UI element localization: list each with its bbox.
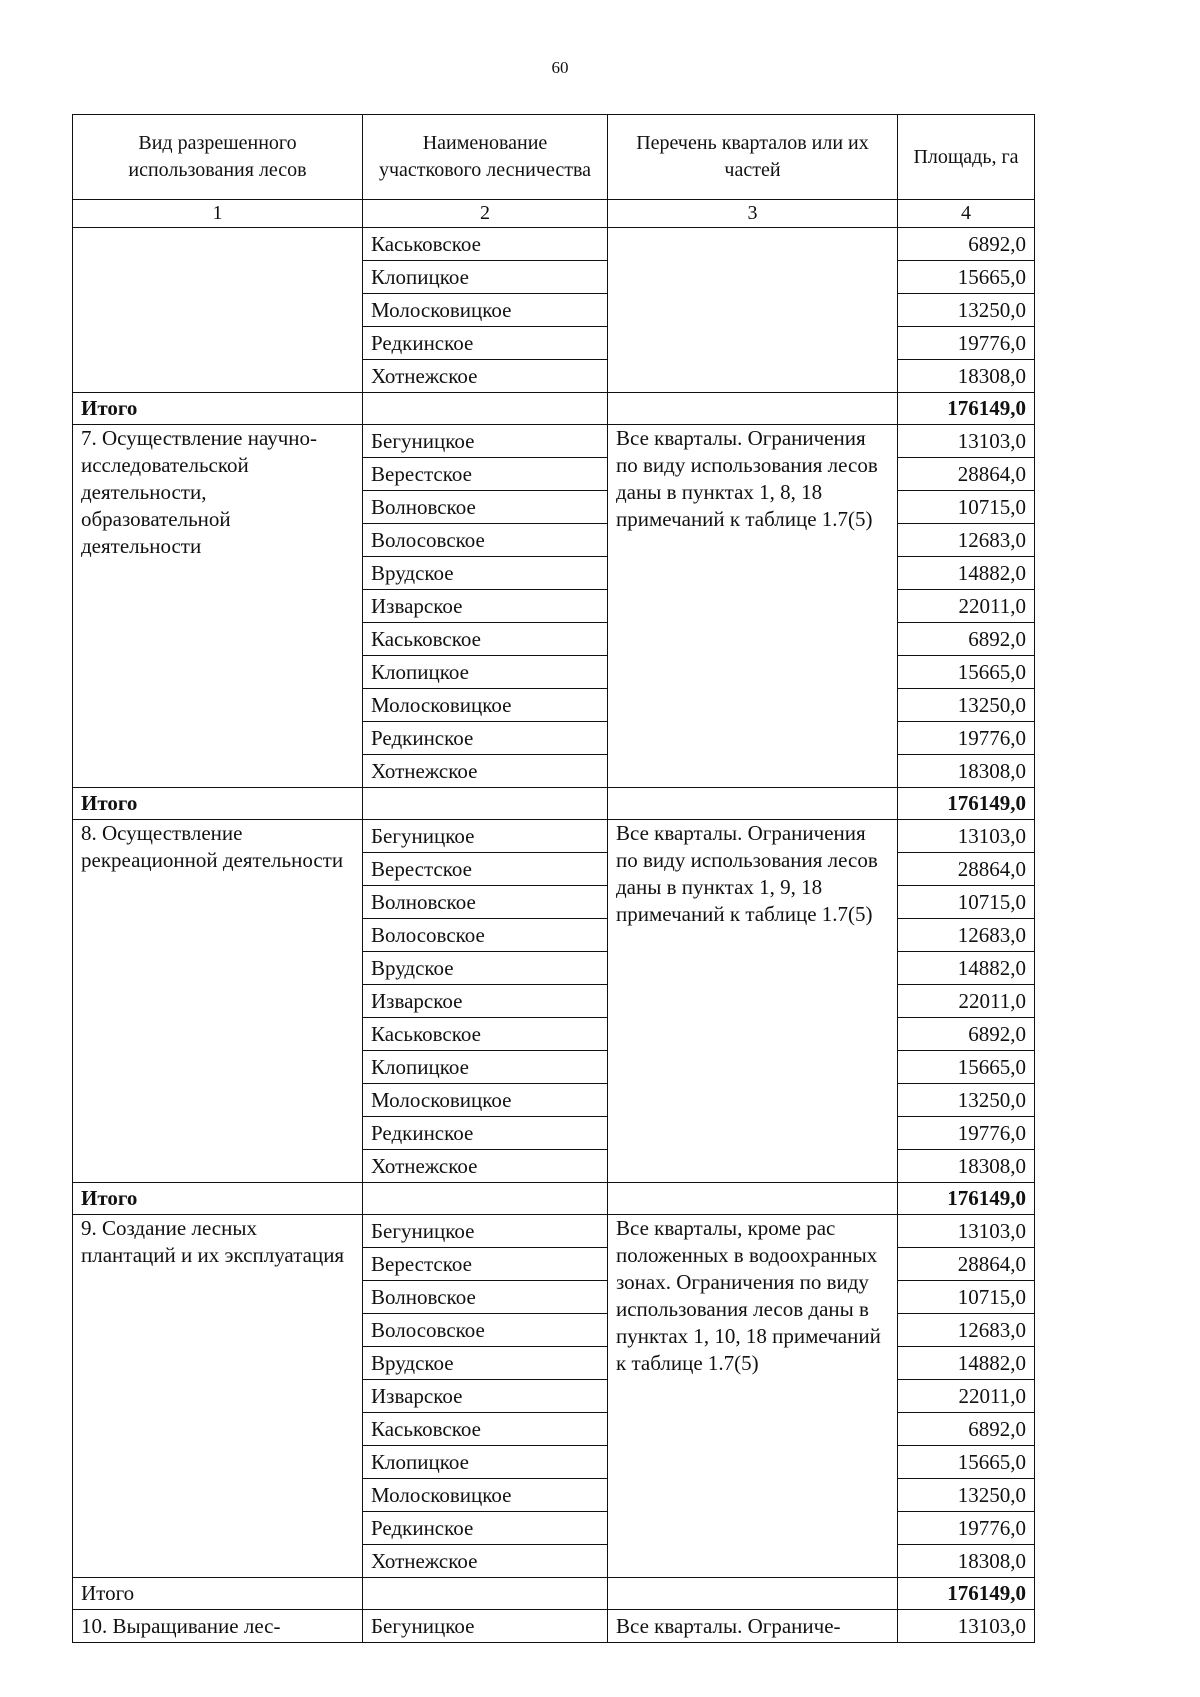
district-name: Клопицкое [363, 1446, 608, 1479]
district-name: Бегуницкое [363, 1215, 608, 1248]
district-name: Клопицкое [363, 656, 608, 689]
table-header-row [73, 115, 1035, 200]
area-value: 18308,0 [898, 755, 1035, 788]
area-value: 13103,0 [898, 425, 1035, 458]
district-name: Верестское [363, 853, 608, 886]
area-value: 15665,0 [898, 261, 1035, 294]
area-value: 18308,0 [898, 1150, 1035, 1183]
total-row [73, 788, 1035, 820]
area-value: 12683,0 [898, 524, 1035, 557]
district-name: Бегуницкое [363, 1610, 608, 1643]
district-name: Редкинское [363, 1512, 608, 1545]
header-use-type: Вид разрешенного использования лесов [73, 115, 363, 200]
area-value: 13250,0 [898, 1479, 1035, 1512]
use-type-label: 7. Осуществление научно-исследовательской деятельности, образовательной деятельности [73, 425, 363, 788]
total-row [73, 393, 1035, 425]
area-value: 18308,0 [898, 1545, 1035, 1578]
empty-cell [363, 1578, 608, 1610]
column-number: 1 [73, 200, 363, 228]
district-name: Волосовское [363, 524, 608, 557]
quarters-note: Все кварталы. Ограниче- [608, 1610, 898, 1643]
district-name: Верестское [363, 1248, 608, 1281]
district-name: Молосковицкое [363, 294, 608, 327]
area-value: 14882,0 [898, 952, 1035, 985]
empty-cell [608, 393, 898, 425]
district-name: Врудское [363, 1347, 608, 1380]
district-name: Хотнежское [363, 1150, 608, 1183]
quarters-note: Все кварталы. Ограничения по виду использования лесов даны в пунктах 1, 9, 18 примечаний к таблице 1.7(5) [608, 820, 898, 1183]
area-value: 13103,0 [898, 1215, 1035, 1248]
district-name: Каськовское [363, 623, 608, 656]
column-number: 4 [898, 200, 1035, 228]
area-value: 28864,0 [898, 1248, 1035, 1281]
area-value: 6892,0 [898, 228, 1035, 261]
area-value: 19776,0 [898, 1512, 1035, 1545]
district-name: Клопицкое [363, 261, 608, 294]
district-name: Клопицкое [363, 1051, 608, 1084]
total-area: 176149,0 [898, 1183, 1035, 1215]
empty-cell [363, 393, 608, 425]
district-name: Хотнежское [363, 755, 608, 788]
area-value: 10715,0 [898, 886, 1035, 919]
total-area: 176149,0 [898, 1578, 1035, 1610]
forest-use-table [72, 114, 1035, 1643]
page-number: 60 [551, 58, 569, 77]
table-row [73, 820, 1035, 853]
district-name: Бегуницкое [363, 425, 608, 458]
quarters-note [608, 228, 898, 393]
total-label: Итого [73, 1183, 363, 1215]
area-value: 6892,0 [898, 1018, 1035, 1051]
table-row [73, 425, 1035, 458]
district-name: Врудское [363, 557, 608, 590]
empty-cell [608, 1578, 898, 1610]
area-value: 13250,0 [898, 689, 1035, 722]
area-value: 6892,0 [898, 1413, 1035, 1446]
use-type-label: 9. Создание лесных плантаций и их эксплуатация [73, 1215, 363, 1578]
total-row [73, 1183, 1035, 1215]
district-name: Хотнежское [363, 360, 608, 393]
total-row [73, 1578, 1035, 1610]
area-value: 15665,0 [898, 656, 1035, 689]
district-name: Верестское [363, 458, 608, 491]
column-number: 2 [363, 200, 608, 228]
area-value: 19776,0 [898, 1117, 1035, 1150]
table-row [73, 1215, 1035, 1248]
header-area: Площадь, га [898, 115, 1035, 200]
area-value: 15665,0 [898, 1051, 1035, 1084]
area-value: 14882,0 [898, 557, 1035, 590]
area-value: 12683,0 [898, 919, 1035, 952]
area-value: 18308,0 [898, 360, 1035, 393]
district-name: Молосковицкое [363, 689, 608, 722]
district-name: Каськовское [363, 1018, 608, 1051]
district-name: Волновское [363, 1281, 608, 1314]
empty-cell [608, 788, 898, 820]
district-name: Редкинское [363, 1117, 608, 1150]
area-value: 28864,0 [898, 458, 1035, 491]
area-value: 10715,0 [898, 491, 1035, 524]
total-label: Итого [73, 393, 363, 425]
area-value: 14882,0 [898, 1347, 1035, 1380]
district-name: Волновское [363, 491, 608, 524]
total-label: Итого [73, 1578, 363, 1610]
total-area: 176149,0 [898, 788, 1035, 820]
total-area: 176149,0 [898, 393, 1035, 425]
quarters-note: Все кварталы, кроме рас положенных в водоохранных зонах. Ограничения по виду использования лесов даны в пунктах 1, 10, 18 примечаний к таблице 1.7(5) [608, 1215, 898, 1578]
district-name: Каськовское [363, 1413, 608, 1446]
area-value: 6892,0 [898, 623, 1035, 656]
header-quarters-list: Перечень кварталов или их частей [608, 115, 898, 200]
area-value: 13103,0 [898, 1610, 1035, 1643]
district-name: Хотнежское [363, 1545, 608, 1578]
area-value: 15665,0 [898, 1446, 1035, 1479]
district-name: Редкинское [363, 327, 608, 360]
column-number: 3 [608, 200, 898, 228]
area-value: 13250,0 [898, 294, 1035, 327]
area-value: 13103,0 [898, 820, 1035, 853]
district-name: Волосовское [363, 1314, 608, 1347]
quarters-note: Все кварталы. Ограничения по виду использования лесов даны в пунктах 1, 8, 18 примечаний к таблице 1.7(5) [608, 425, 898, 788]
district-name: Молосковицкое [363, 1084, 608, 1117]
header-district-name: Наименование участкового лесничества [363, 115, 608, 200]
area-value: 13250,0 [898, 1084, 1035, 1117]
empty-cell [608, 1183, 898, 1215]
area-value: 22011,0 [898, 590, 1035, 623]
area-value: 28864,0 [898, 853, 1035, 886]
district-name: Волновское [363, 886, 608, 919]
use-type-label: 8. Осуществление рекреационной деятельности [73, 820, 363, 1183]
table-row [73, 1610, 1035, 1643]
column-numbers-row [73, 200, 1035, 228]
district-name: Изварское [363, 985, 608, 1018]
district-name: Бегуницкое [363, 820, 608, 853]
area-value: 22011,0 [898, 985, 1035, 1018]
total-label: Итого [73, 788, 363, 820]
area-value: 19776,0 [898, 722, 1035, 755]
area-value: 10715,0 [898, 1281, 1035, 1314]
area-value: 19776,0 [898, 327, 1035, 360]
district-name: Изварское [363, 1380, 608, 1413]
district-name: Волосовское [363, 919, 608, 952]
district-name: Молосковицкое [363, 1479, 608, 1512]
district-name: Врудское [363, 952, 608, 985]
empty-cell [363, 1183, 608, 1215]
table-row [73, 228, 1035, 261]
use-type-cell [73, 228, 363, 393]
empty-cell [363, 788, 608, 820]
area-value: 12683,0 [898, 1314, 1035, 1347]
area-value: 22011,0 [898, 1380, 1035, 1413]
district-name: Редкинское [363, 722, 608, 755]
use-type-label: 10. Выращивание лес- [73, 1610, 363, 1643]
district-name: Изварское [363, 590, 608, 623]
district-name: Каськовское [363, 228, 608, 261]
